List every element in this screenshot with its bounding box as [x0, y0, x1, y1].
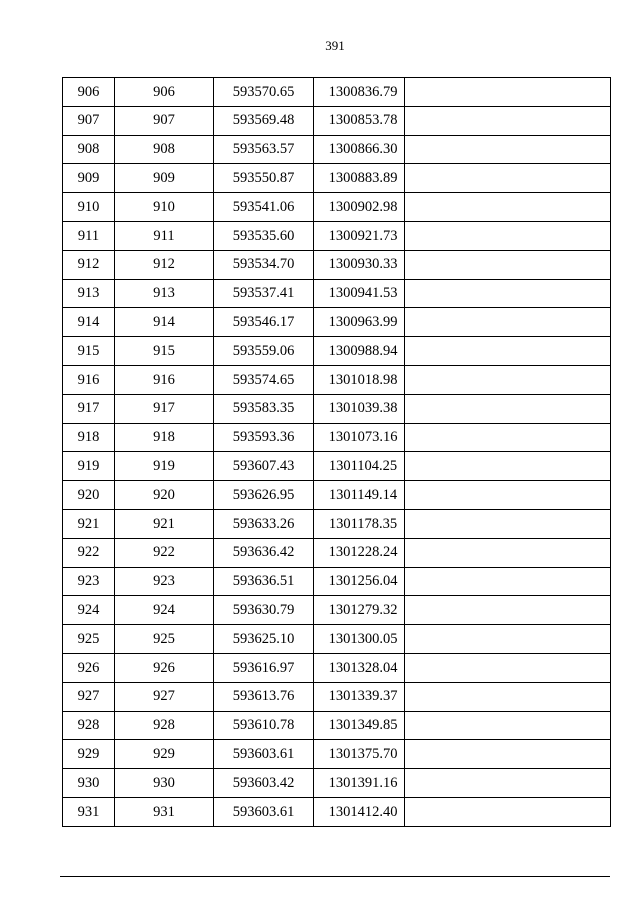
y-coordinate-cell: 1300963.99: [314, 308, 405, 337]
table-row: [63, 106, 611, 135]
note-cell: [405, 625, 611, 654]
note-cell: [405, 711, 611, 740]
point-id-cell: 921: [115, 509, 214, 538]
point-number-cell: 908: [63, 135, 115, 164]
note-cell: [405, 682, 611, 711]
note-cell: [405, 193, 611, 222]
x-coordinate-cell: 593550.87: [214, 164, 314, 193]
point-id-cell: 913: [115, 279, 214, 308]
point-id-cell: 912: [115, 250, 214, 279]
table-row: [63, 567, 611, 596]
point-id-cell: 908: [115, 135, 214, 164]
point-id-cell: 925: [115, 625, 214, 654]
table-row: [63, 625, 611, 654]
y-coordinate-cell: 1300930.33: [314, 250, 405, 279]
note-cell: [405, 538, 611, 567]
point-number-cell: 924: [63, 596, 115, 625]
table-row: [63, 394, 611, 423]
table-row: [63, 221, 611, 250]
x-coordinate-cell: 593541.06: [214, 193, 314, 222]
point-number-cell: 923: [63, 567, 115, 596]
y-coordinate-cell: 1301073.16: [314, 423, 405, 452]
point-number-cell: 911: [63, 221, 115, 250]
point-number-cell: 928: [63, 711, 115, 740]
table-row: [63, 135, 611, 164]
coordinates-table: [62, 77, 611, 827]
y-coordinate-cell: 1301149.14: [314, 481, 405, 510]
note-cell: [405, 567, 611, 596]
table-row: [63, 164, 611, 193]
point-id-cell: 922: [115, 538, 214, 567]
point-id-cell: 916: [115, 365, 214, 394]
table-row: [63, 452, 611, 481]
note-cell: [405, 452, 611, 481]
note-cell: [405, 596, 611, 625]
point-id-cell: 930: [115, 769, 214, 798]
x-coordinate-cell: 593546.17: [214, 308, 314, 337]
x-coordinate-cell: 593607.43: [214, 452, 314, 481]
y-coordinate-cell: 1301104.25: [314, 452, 405, 481]
note-cell: [405, 394, 611, 423]
table-row: [63, 423, 611, 452]
x-coordinate-cell: 593630.79: [214, 596, 314, 625]
point-id-cell: 924: [115, 596, 214, 625]
note-cell: [405, 481, 611, 510]
table-row: [63, 682, 611, 711]
point-number-cell: 910: [63, 193, 115, 222]
note-cell: [405, 423, 611, 452]
x-coordinate-cell: 593563.57: [214, 135, 314, 164]
x-coordinate-cell: 593636.42: [214, 538, 314, 567]
point-number-cell: 921: [63, 509, 115, 538]
point-id-cell: 910: [115, 193, 214, 222]
point-id-cell: 917: [115, 394, 214, 423]
x-coordinate-cell: 593603.61: [214, 740, 314, 769]
x-coordinate-cell: 593603.61: [214, 797, 314, 826]
table-row: [63, 250, 611, 279]
table-row: [63, 711, 611, 740]
point-number-cell: 909: [63, 164, 115, 193]
point-number-cell: 916: [63, 365, 115, 394]
x-coordinate-cell: 593583.35: [214, 394, 314, 423]
x-coordinate-cell: 593534.70: [214, 250, 314, 279]
point-number-cell: 925: [63, 625, 115, 654]
y-coordinate-cell: 1301256.04: [314, 567, 405, 596]
note-cell: [405, 365, 611, 394]
point-number-cell: 926: [63, 653, 115, 682]
x-coordinate-cell: 593610.78: [214, 711, 314, 740]
point-number-cell: 919: [63, 452, 115, 481]
y-coordinate-cell: 1300921.73: [314, 221, 405, 250]
note-cell: [405, 279, 611, 308]
y-coordinate-cell: 1300883.89: [314, 164, 405, 193]
y-coordinate-cell: 1300988.94: [314, 337, 405, 366]
x-coordinate-cell: 593570.65: [214, 78, 314, 107]
point-id-cell: 923: [115, 567, 214, 596]
coordinates-table-body: [63, 78, 611, 827]
point-number-cell: 915: [63, 337, 115, 366]
y-coordinate-cell: 1300866.30: [314, 135, 405, 164]
point-number-cell: 929: [63, 740, 115, 769]
y-coordinate-cell: 1301279.32: [314, 596, 405, 625]
point-id-cell: 909: [115, 164, 214, 193]
x-coordinate-cell: 593613.76: [214, 682, 314, 711]
note-cell: [405, 509, 611, 538]
note-cell: [405, 106, 611, 135]
y-coordinate-cell: 1300941.53: [314, 279, 405, 308]
point-id-cell: 928: [115, 711, 214, 740]
table-row: [63, 653, 611, 682]
y-coordinate-cell: 1301412.40: [314, 797, 405, 826]
table-row: [63, 308, 611, 337]
point-number-cell: 920: [63, 481, 115, 510]
point-number-cell: 931: [63, 797, 115, 826]
x-coordinate-cell: 593574.65: [214, 365, 314, 394]
x-coordinate-cell: 593535.60: [214, 221, 314, 250]
x-coordinate-cell: 593625.10: [214, 625, 314, 654]
x-coordinate-cell: 593603.42: [214, 769, 314, 798]
point-id-cell: 911: [115, 221, 214, 250]
point-number-cell: 906: [63, 78, 115, 107]
point-number-cell: 918: [63, 423, 115, 452]
x-coordinate-cell: 593616.97: [214, 653, 314, 682]
y-coordinate-cell: 1300836.79: [314, 78, 405, 107]
point-id-cell: 919: [115, 452, 214, 481]
y-coordinate-cell: 1301178.35: [314, 509, 405, 538]
point-number-cell: 930: [63, 769, 115, 798]
table-row: [63, 596, 611, 625]
point-id-cell: 926: [115, 653, 214, 682]
y-coordinate-cell: 1301228.24: [314, 538, 405, 567]
footer-rule: [60, 876, 610, 877]
point-id-cell: 918: [115, 423, 214, 452]
point-id-cell: 927: [115, 682, 214, 711]
point-number-cell: 927: [63, 682, 115, 711]
note-cell: [405, 135, 611, 164]
point-number-cell: 907: [63, 106, 115, 135]
note-cell: [405, 164, 611, 193]
x-coordinate-cell: 593559.06: [214, 337, 314, 366]
table-row: [63, 193, 611, 222]
point-id-cell: 906: [115, 78, 214, 107]
note-cell: [405, 337, 611, 366]
y-coordinate-cell: 1301375.70: [314, 740, 405, 769]
note-cell: [405, 308, 611, 337]
y-coordinate-cell: 1301039.38: [314, 394, 405, 423]
x-coordinate-cell: 593593.36: [214, 423, 314, 452]
table-row: [63, 481, 611, 510]
table-row: [63, 509, 611, 538]
y-coordinate-cell: 1301018.98: [314, 365, 405, 394]
point-id-cell: 920: [115, 481, 214, 510]
note-cell: [405, 250, 611, 279]
y-coordinate-cell: 1301349.85: [314, 711, 405, 740]
x-coordinate-cell: 593626.95: [214, 481, 314, 510]
point-id-cell: 907: [115, 106, 214, 135]
table-row: [63, 78, 611, 107]
table-row: [63, 769, 611, 798]
table-row: [63, 538, 611, 567]
table-row: [63, 337, 611, 366]
point-number-cell: 922: [63, 538, 115, 567]
table-row: [63, 740, 611, 769]
point-id-cell: 914: [115, 308, 214, 337]
y-coordinate-cell: 1301328.04: [314, 653, 405, 682]
y-coordinate-cell: 1301339.37: [314, 682, 405, 711]
y-coordinate-cell: 1301391.16: [314, 769, 405, 798]
note-cell: [405, 797, 611, 826]
point-id-cell: 931: [115, 797, 214, 826]
point-id-cell: 915: [115, 337, 214, 366]
y-coordinate-cell: 1301300.05: [314, 625, 405, 654]
point-number-cell: 917: [63, 394, 115, 423]
y-coordinate-cell: 1300902.98: [314, 193, 405, 222]
note-cell: [405, 769, 611, 798]
x-coordinate-cell: 593636.51: [214, 567, 314, 596]
page-number: 391: [325, 38, 345, 53]
point-id-cell: 929: [115, 740, 214, 769]
note-cell: [405, 221, 611, 250]
y-coordinate-cell: 1300853.78: [314, 106, 405, 135]
point-number-cell: 913: [63, 279, 115, 308]
table-row: [63, 797, 611, 826]
point-number-cell: 914: [63, 308, 115, 337]
x-coordinate-cell: 593633.26: [214, 509, 314, 538]
note-cell: [405, 653, 611, 682]
table-row: [63, 279, 611, 308]
x-coordinate-cell: 593537.41: [214, 279, 314, 308]
note-cell: [405, 78, 611, 107]
point-number-cell: 912: [63, 250, 115, 279]
table-row: [63, 365, 611, 394]
note-cell: [405, 740, 611, 769]
x-coordinate-cell: 593569.48: [214, 106, 314, 135]
